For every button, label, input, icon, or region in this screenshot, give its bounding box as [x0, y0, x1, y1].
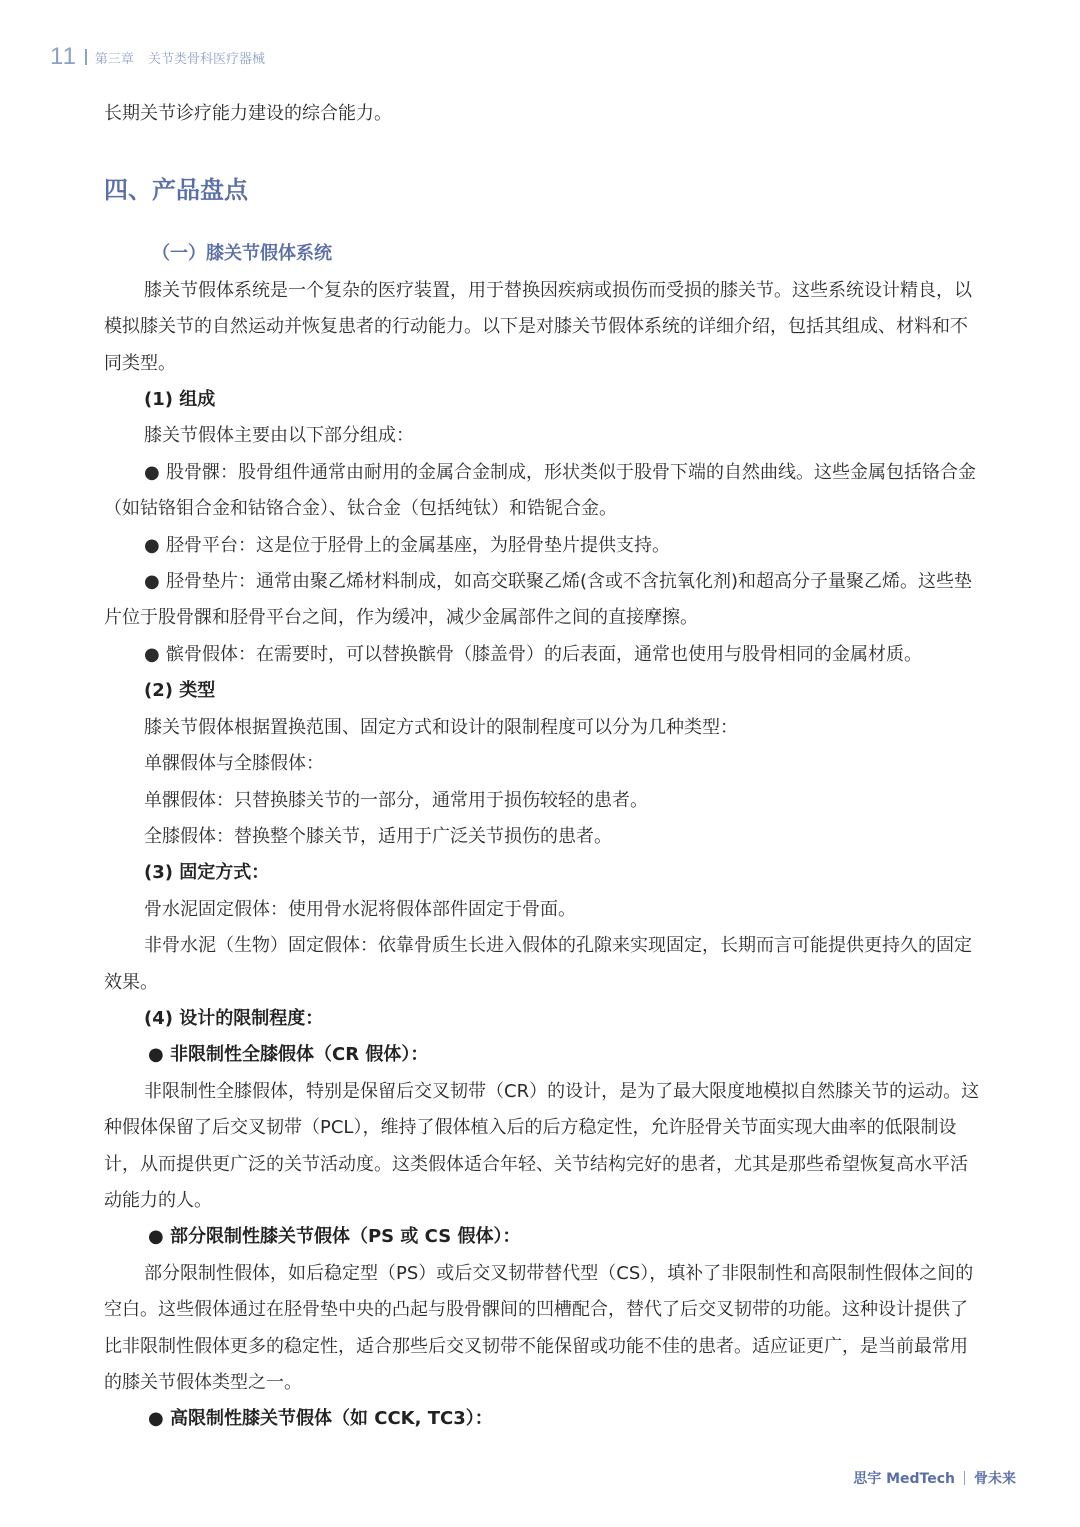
- chapter-label: 第三章: [94, 51, 134, 67]
- page-number: 11: [50, 43, 77, 70]
- list-item: [104, 528, 980, 564]
- cr-heading-text: 非限制性全膝假体（CR 假体）：: [169, 1044, 429, 1066]
- ps-paragraph: 部分限制性假体，如后稳定型（PS）或后交叉韧带替代型（CS），填补了非限制性和高限制性假体之间的空白。这些假体通过在胫骨垫中央的凸起与股骨髁间的凹槽配合，替代了后交叉韧带的功能。这种设计提供了比非限制性假体更多的稳定性，适合那些后交叉韧带不能保留或功能不佳的患者。适应证更广，是当前最常用的膝关节假体类型之一。: [104, 1262, 974, 1393]
- list-item: [104, 637, 980, 673]
- fixation-heading: (3) 固定方式：: [144, 862, 270, 884]
- types-sub: 单髁假体与全膝假体：: [144, 753, 324, 775]
- intro-line: 长期关节诊疗能力建设的综合能力。: [104, 103, 392, 124]
- list-item-text: 胫骨垫片：通常由聚乙烯材料制成，如高交联聚乙烯(含或不含抗氧化剂)和超高分子量聚乙烯。这些垫片位于股骨髁和胫骨平台之间，作为缓冲，减少金属部件之间的直接摩擦。: [104, 571, 973, 629]
- list-item-text: 胫骨平台：这是位于胫骨上的金属基座，为胫骨垫片提供支持。: [165, 534, 670, 556]
- footer-brand: 思宇 MedTech: [853, 1471, 955, 1487]
- bullet-icon: ●: [148, 1408, 170, 1430]
- page-footer: [853, 1468, 1016, 1488]
- types-total-knee: 全膝假体：替换整个膝关节，适用于广泛关节损伤的患者。: [144, 825, 612, 847]
- composition-heading: (1) 组成: [144, 389, 216, 411]
- ps-heading-text: 部分限制性膝关节假体（PS 或 CS 假体）：: [169, 1226, 521, 1248]
- cr-heading: [104, 1037, 980, 1073]
- chapter-title: 关节类骨科医疗器械: [147, 51, 265, 67]
- list-item-text: 股骨髁：股骨组件通常由耐用的金属合金制成，形状类似于股骨下端的自然曲线。这些金属包括铬合金（如钴铬钼合金和钴铬合金）、钛合金（包括纯钛）和锆铌合金。: [104, 461, 976, 520]
- subsection-heading: （一）膝关节假体系统: [152, 243, 332, 265]
- page-header: [50, 40, 265, 74]
- list-item: [104, 564, 980, 637]
- ps-heading: [104, 1219, 980, 1255]
- cck-heading: [104, 1401, 980, 1437]
- types-lead: 膝关节假体根据置换范围、固定方式和设计的限制程度可以分为几种类型：: [144, 716, 738, 738]
- list-item-text: 髌骨假体：在需要时，可以替换髌骨（膝盖骨）的后表面，通常也使用与股骨相同的金属材质。: [165, 643, 922, 665]
- composition-lead: 膝关节假体主要由以下部分组成：: [144, 425, 414, 447]
- footer-divider: [964, 1471, 965, 1485]
- bullet-icon: ●: [144, 461, 166, 483]
- cr-paragraph: 非限制性全膝假体，特别是保留后交叉韧带（CR）的设计，是为了最大限度地模拟自然膝关节的运动。这种假体保留了后交叉韧带（PCL），维持了假体植入后的后方稳定性，允许胫骨关节面实现大曲率的低限制设计，从而提供更广泛的关节活动度。这类假体适合年轻、关节结构完好的患者，尤其是那些希望恢复高水平活动能力的人。: [104, 1080, 980, 1211]
- footer-slogan: 骨未来: [974, 1471, 1016, 1487]
- types-unicondylar: 单髁假体：只替换膝关节的一部分，通常用于损伤较轻的患者。: [144, 789, 648, 811]
- types-heading: (2) 类型: [144, 680, 216, 702]
- section-heading: 四、产品盘点: [104, 176, 248, 205]
- fixation-cemented: 骨水泥固定假体：使用骨水泥将假体部件固定于骨面。: [144, 898, 576, 920]
- header-divider: [85, 49, 87, 65]
- intro-paragraph: 膝关节假体系统是一个复杂的医疗装置，用于替换因疾病或损伤而受损的膝关节。这些系统设计精良，以模拟膝关节的自然运动并恢复患者的行动能力。以下是对膝关节假体系统的详细介绍，包括其组成、材料和不同类型。: [104, 279, 972, 374]
- list-item: [104, 455, 980, 528]
- constraint-heading: (4) 设计的限制程度：: [144, 1007, 324, 1029]
- bullet-icon: ●: [144, 571, 166, 593]
- cck-heading-text: 高限制性膝关节假体（如 CCK, TC3）：: [169, 1408, 493, 1430]
- bullet-icon: ●: [144, 534, 166, 556]
- bullet-icon: ●: [144, 643, 166, 665]
- document-body: [104, 96, 980, 1438]
- fixation-uncemented: 非骨水泥（生物）固定假体：依靠骨质生长进入假体的孔隙来实现固定，长期而言可能提供更持久的固定效果。: [104, 935, 972, 993]
- bullet-icon: ●: [148, 1044, 170, 1066]
- bullet-icon: ●: [148, 1226, 170, 1248]
